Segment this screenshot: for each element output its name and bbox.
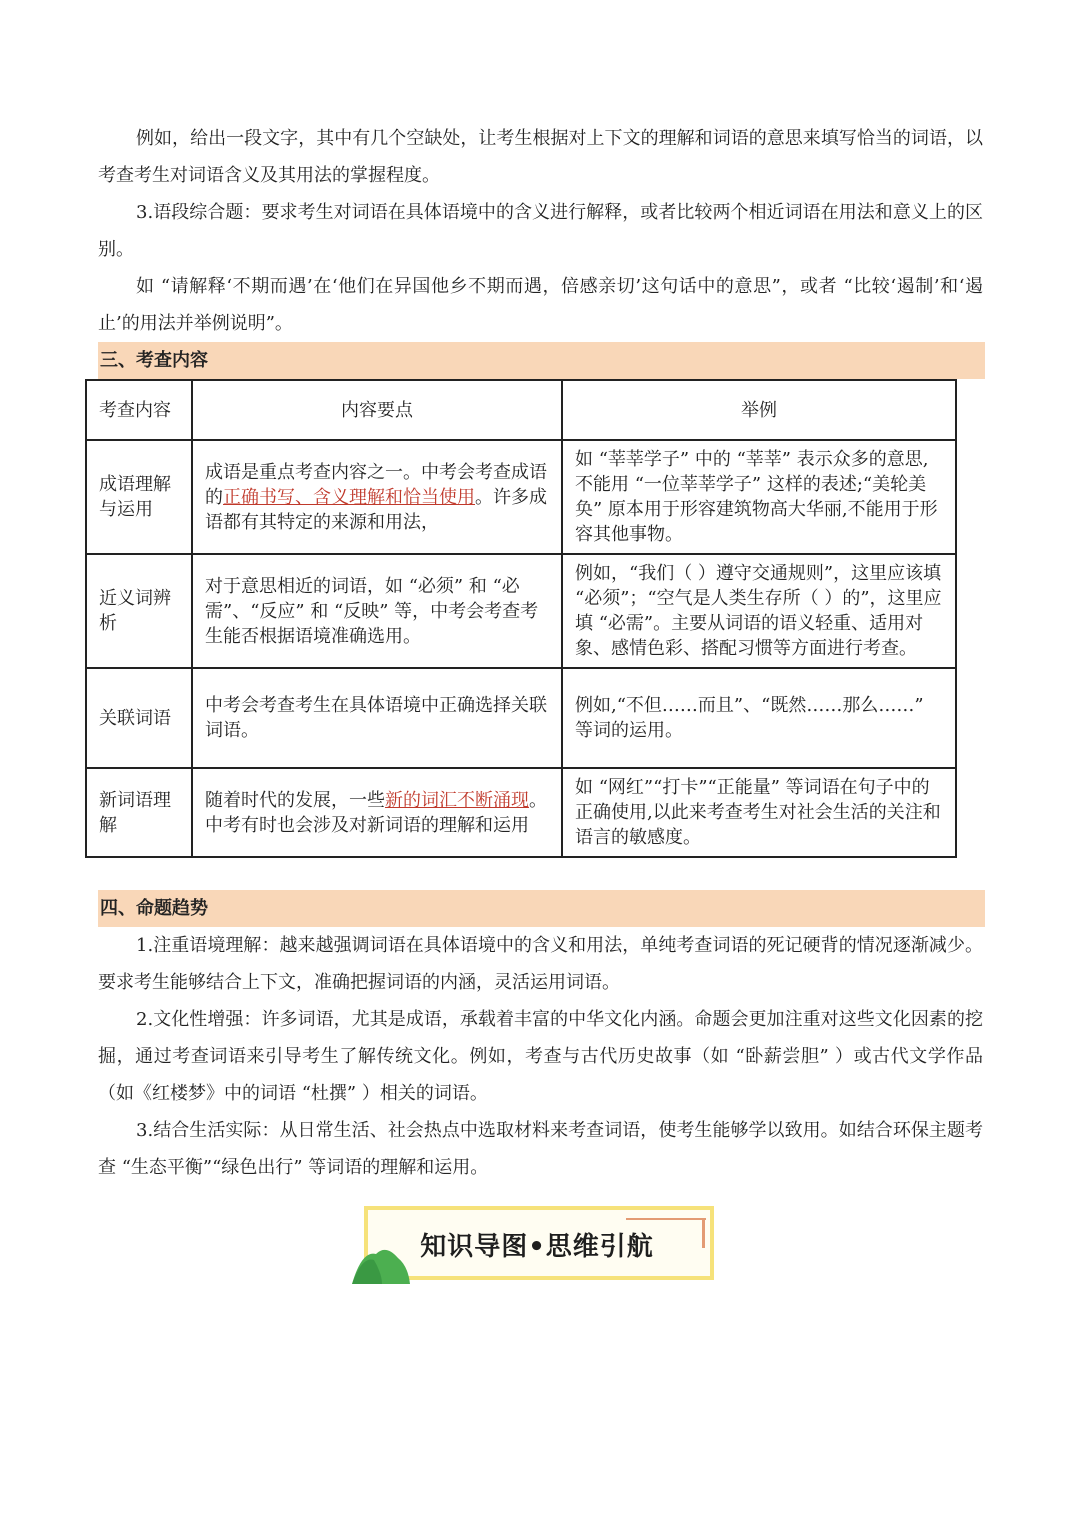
- table-cell-point: [192, 440, 562, 554]
- table-header-examples: 举例: [562, 380, 956, 440]
- intro-paragraph-3: 如 “请解释‘不期而遇’在‘他们在异国他乡不期而遇，倍感亲切’这句话中的意思”，或者 “比较‘遏制’和‘遏止’的用法并举例说明”。: [98, 276, 983, 334]
- content-table: [85, 379, 957, 858]
- table-row: [86, 440, 956, 554]
- banner-title: 知识导图•思维引航: [420, 1232, 654, 1262]
- mindmap-banner: [356, 1204, 718, 1280]
- point-text: 。许多成语都有其特定的来源和用法，: [205, 486, 547, 533]
- trend-paragraph-3: 3.结合生活实际：从日常生活、社会热点中选取材料来考查词语，使考生能够学以致用。如结合环保主题考查 “生态平衡”“绿色出行” 等词语的理解和运用。: [98, 1120, 983, 1178]
- point-text: 成语是重点考查内容之一。中考会考查成语的: [205, 461, 547, 508]
- table-cell-topic: 近义词辨析: [86, 554, 192, 668]
- section-3-heading: 三、考查内容: [98, 342, 985, 379]
- table-row: [86, 768, 956, 857]
- section-4-heading: 四、命题趋势: [98, 890, 985, 927]
- table-cell-point: 中考会考查考生在具体语境中正确选择关联词语。: [192, 668, 562, 768]
- table-cell-topic: 关联词语: [86, 668, 192, 768]
- point-text: 随着时代的发展，一些: [205, 789, 385, 811]
- document-page: [98, 120, 983, 1186]
- table-cell-topic: 新词语理解: [86, 768, 192, 857]
- intro-paragraph-1: 例如，给出一段文字，其中有几个空缺处，让考生根据对上下文的理解和词语的意思来填写恰当的词语，以考查考生对词语含义及其用法的掌握程度。: [98, 128, 983, 186]
- table-cell-example: 例如，“我们（ ）遵守交通规则”，这里应该填 “必须”；“空气是人类生存所（ ）的”，这里应填 “必需”。主要从词语的语义轻重、适用对象、感情色彩、搭配习惯等方面进行考查。: [562, 554, 956, 668]
- point-text: 。中考有时也会涉及对新词语的理解和运用: [205, 789, 547, 836]
- table-cell-example: 如 “网红”“打卡”“正能量” 等词语在句子中的正确使用,以此来考查考生对社会生活的关注和语言的敏感度。: [562, 768, 956, 857]
- trend-paragraph-1: 1.注重语境理解：越来越强调词语在具体语境中的含义和用法，单纯考查词语的死记硬背的情况逐渐减少。要求考生能够结合上下文，准确把握词语的内涵，灵活运用词语。: [98, 935, 983, 993]
- table-row: [86, 554, 956, 668]
- table-row: [86, 668, 956, 768]
- table-header-row: [86, 380, 956, 440]
- trend-paragraph-2: 2.文化性增强：许多词语，尤其是成语，承载着丰富的中华文化内涵。命题会更加注重对这些文化因素的挖掘，通过考查词语来引导考生了解传统文化。例如，考查与古代历史故事（如 “卧薪尝胆” ）或古代文学作品（如《红楼梦》中的词语 “杜撰” ）相关的词语。: [98, 1009, 983, 1104]
- table-cell-point: 对于意思相近的词语，如 “必须” 和 “必需”、“反应” 和 “反映” 等，中考会考查考生能否根据语境准确选用。: [192, 554, 562, 668]
- banner-accent-line: [626, 1218, 706, 1220]
- table-cell-topic: 成语理解与运用: [86, 440, 192, 554]
- table-cell-example: 如 “莘莘学子” 中的 “莘莘” 表示众多的意思,不能用 “一位莘莘学子” 这样的表述;“美轮美奂” 原本用于形容建筑物高大华丽,不能用于形容其他事物。: [562, 440, 956, 554]
- table-cell-example: 例如,“不但……而且”、“既然……那么……” 等词的运用。: [562, 668, 956, 768]
- point-highlight: 新的词汇不断涌现: [385, 789, 529, 811]
- table-header-topic: 考查内容: [86, 380, 192, 440]
- intro-paragraph-2: 3.语段综合题：要求考生对词语在具体语境中的含义进行解释，或者比较两个相近词语在用法和意义上的区别。: [98, 202, 983, 260]
- point-highlight: 正确书写、含义理解和恰当使用: [223, 486, 475, 508]
- table-cell-point: [192, 768, 562, 857]
- table-header-points: 内容要点: [192, 380, 562, 440]
